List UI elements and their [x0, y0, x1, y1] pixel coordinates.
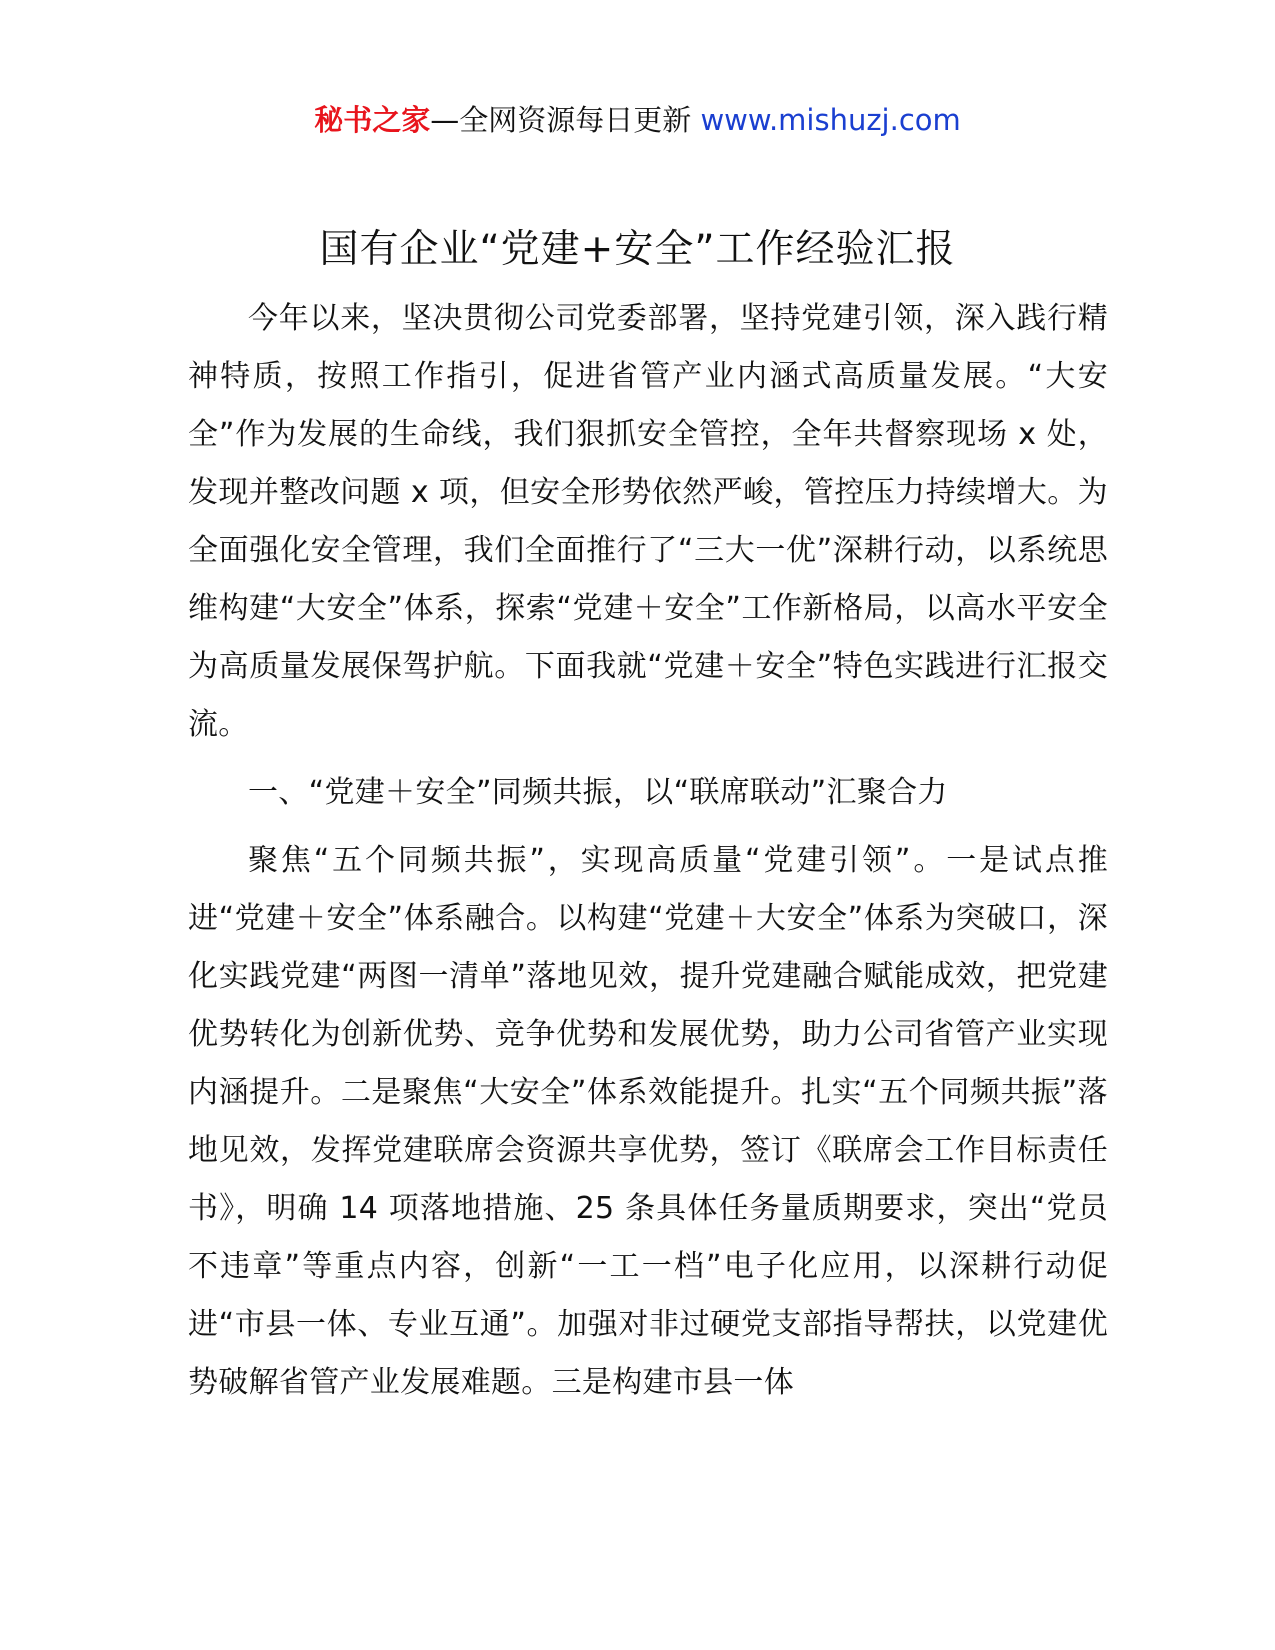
section-paragraph: 聚焦“五个同频共振”，实现高质量“党建引领”。一是试点推进“党建＋安全”体系融合。以构建“党建＋大安全”体系为突破口，深化实践党建“两图一清单”落地见效，提升党建融合赋能成效，把党建优势转化为创新优势、竞争优势和发展优势，助力公司省管产业实现内涵提升。二是聚焦“大安全”体系效能提升。扎实“五个同频共振”落地见效，发挥党建联席会资源共享优势，签订《联席会工作目标责任书》，明确 14 项落地措施、25 条具体任务量质期要求，突出“党员不违章”等重点内容，创新“一工一档”电子化应用，以深耕行动促进“市县一体、专业互通”。加强对非过硬党支部指导帮扶，以党建优势破解省管产业发展难题。三是构建市县一体	[188, 843, 1108, 1400]
intro-paragraph: 今年以来，坚决贯彻公司党委部署，坚持党建引领，深入践行精神特质，按照工作指引，促进省管产业内涵式高质量发展。“大安全”作为发展的生命线，我们狠抓安全管控，全年共督察现场 x 处，发现并整改问题 x 项，但安全形势依然严峻，管控压力持续增大。为全面强化安全管理，我们全面推行了“三大一优”深耕行动，以系统思维构建“大安全”体系，探索“党建＋安全”工作新格局，以高水平安全为高质量发展保驾护航。下面我就“党建＋安全”特色实践进行汇报交流。	[188, 301, 1108, 742]
site-url-link[interactable]: www.mishuzj.com	[700, 103, 961, 137]
site-header	[0, 100, 1275, 140]
document-title: 国有企业“党建+安全”工作经验汇报	[319, 227, 956, 272]
header-tagline: —全网资源每日更新	[430, 103, 692, 137]
section-heading: 一、“党建＋安全”同频共振，以“联席联动”汇聚合力	[248, 775, 948, 810]
brand-name: 秘书之家	[314, 103, 431, 137]
document-body	[188, 290, 1108, 1412]
